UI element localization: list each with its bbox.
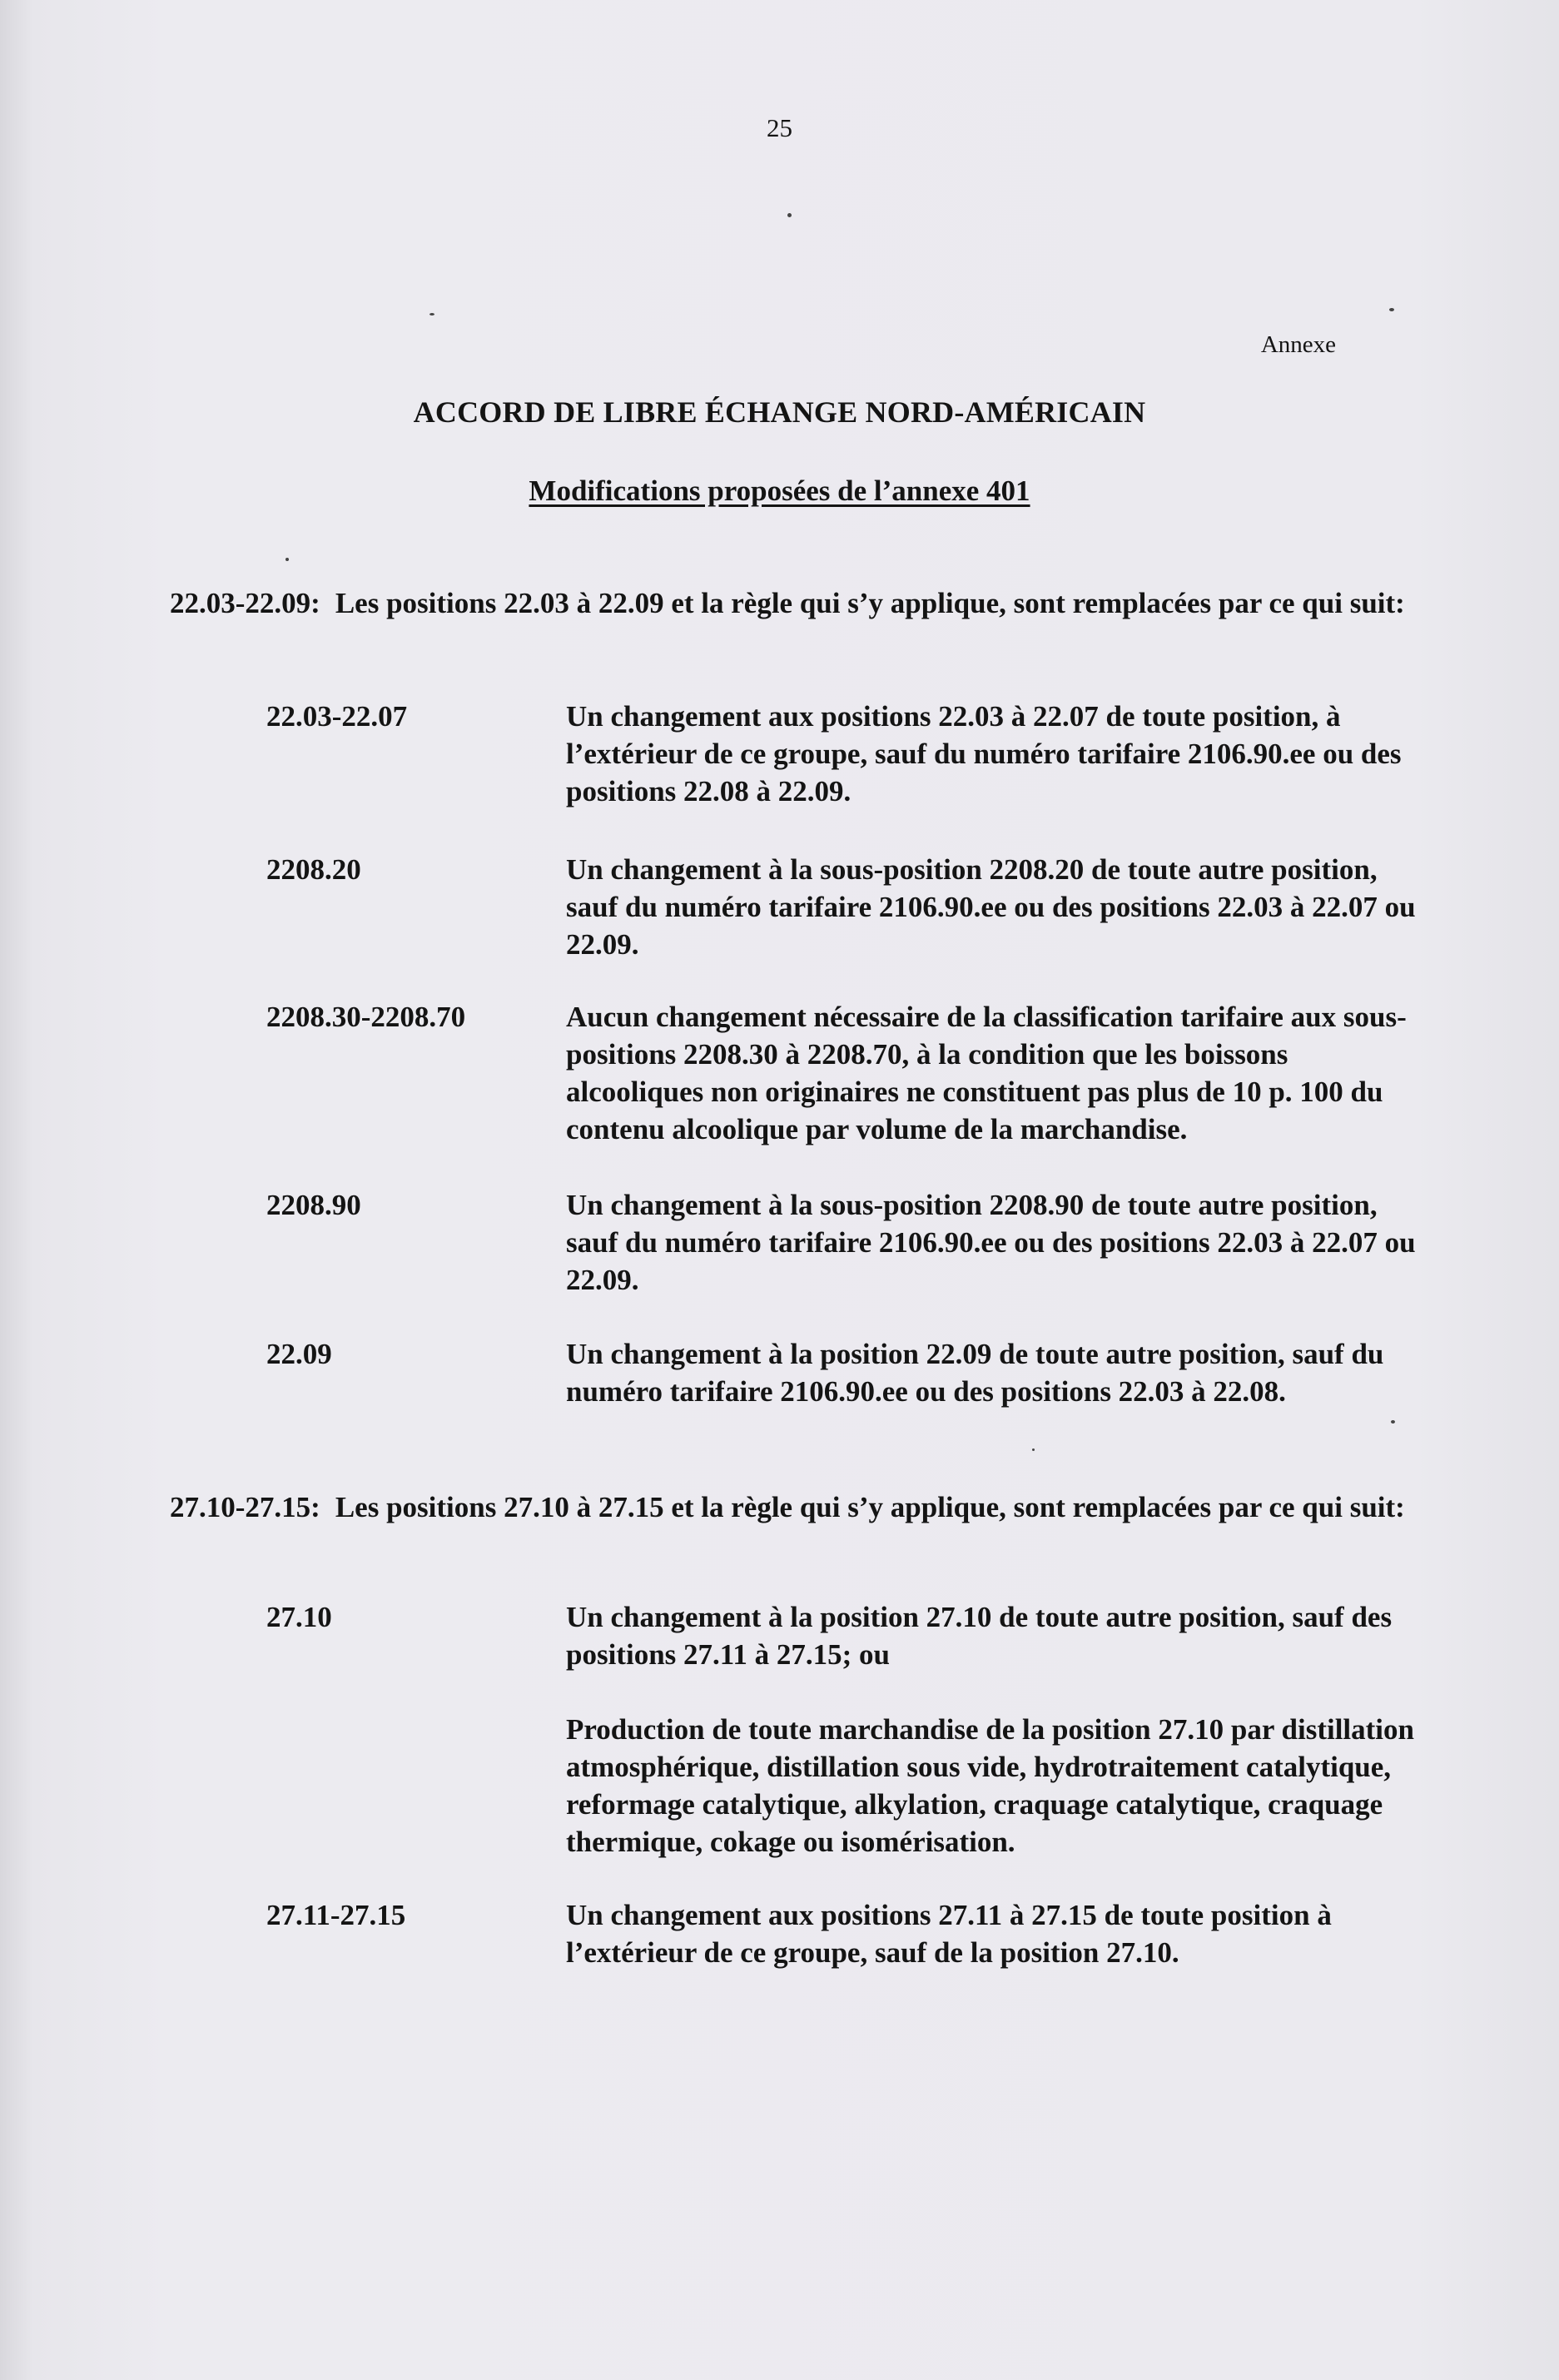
scan-speck [1032,1448,1035,1451]
document-title: ACCORD DE LIBRE ÉCHANGE NORD-AMÉRICAIN [413,395,1146,429]
rule-item [266,1335,1432,1410]
rule-text: Un changement à la sous-position 2208.90 de toute autre position, sauf du numéro tarifaire 2106.90.ee ou des positions 22.03 à 22.07 ou 22.09. [566,1189,1416,1296]
rule-item [266,698,1432,810]
section-code: 22.03-22.09: [170,587,320,619]
rule-text: Un changement à la sous-position 2208.20 de toute autre position, sauf du numéro tarifaire 2106.90.ee ou des positions 22.03 à 22.07 ou 22.09. [566,853,1416,961]
rule-text: Production de toute marchandise de la position 27.10 par distillation atmosphérique, distillation sous vide, hydrotraitement catalytique, reformage catalytique, alkylation, craquage catalytique, craquage thermique, cokage ou isomérisation. [566,1713,1414,1858]
rule-text: Aucun changement nécessaire de la classification tarifaire aux sous-positions 2208.30 à 2208.70, à la condition que les boissons alcooliques non originaires ne constituent pas plus de 10 p. 100 du contenu alcoolique par volume de la marchandise. [566,1001,1407,1145]
rule-item [266,1598,1432,1861]
section-heading [170,584,1435,623]
rule-item [266,1186,1432,1299]
rule-item [266,851,1432,963]
section-code: 27.10-27.15: [170,1491,320,1523]
rule-code: 22.09 [266,1338,332,1370]
rule-text: Un changement à la position 22.09 de toute autre position, sauf du numéro tarifaire 2106.90.ee ou des positions 22.03 à 22.08. [566,1338,1384,1408]
document-subtitle: Modifications proposées de l’annexe 401 [529,475,1030,507]
scan-speck [1391,1420,1395,1424]
section-heading [170,1488,1435,1527]
annex-label: Annexe [1260,331,1336,358]
rule-code: 22.03-22.07 [266,700,408,733]
rule-code: 2208.20 [266,853,361,886]
rule-code: 27.10 [266,1601,332,1633]
rule-text: Un changement à la position 27.10 de toute autre position, sauf des positions 27.11 à 27.15; ou [566,1601,1393,1671]
rule-code: 2208.90 [266,1189,361,1221]
page-number: 25 [767,113,792,142]
scan-speck [285,558,289,561]
rule-code: 2208.30-2208.70 [266,1001,466,1033]
section-intro: Les positions 27.10 à 27.15 et la règle qui s’y applique, sont remplacées par ce qui suit: [335,1491,1405,1523]
rule-item [266,1896,1432,1971]
scan-speck [1389,308,1394,311]
scan-speck [787,213,792,217]
rule-item [266,998,1432,1148]
section-intro: Les positions 22.03 à 22.09 et la règle qui s’y applique, sont remplacées par ce qui suit: [335,587,1405,619]
rule-code: 27.11-27.15 [266,1899,406,1931]
rule-text: Un changement aux positions 27.11 à 27.15 de toute position à l’extérieur de ce groupe, sauf de la position 27.10. [566,1899,1332,1969]
rule-text: Un changement aux positions 22.03 à 22.07 de toute position, à l’extérieur de ce groupe, sauf du numéro tarifaire 2106.90.ee ou des positions 22.08 à 22.09. [566,700,1402,807]
scan-speck [429,313,434,316]
